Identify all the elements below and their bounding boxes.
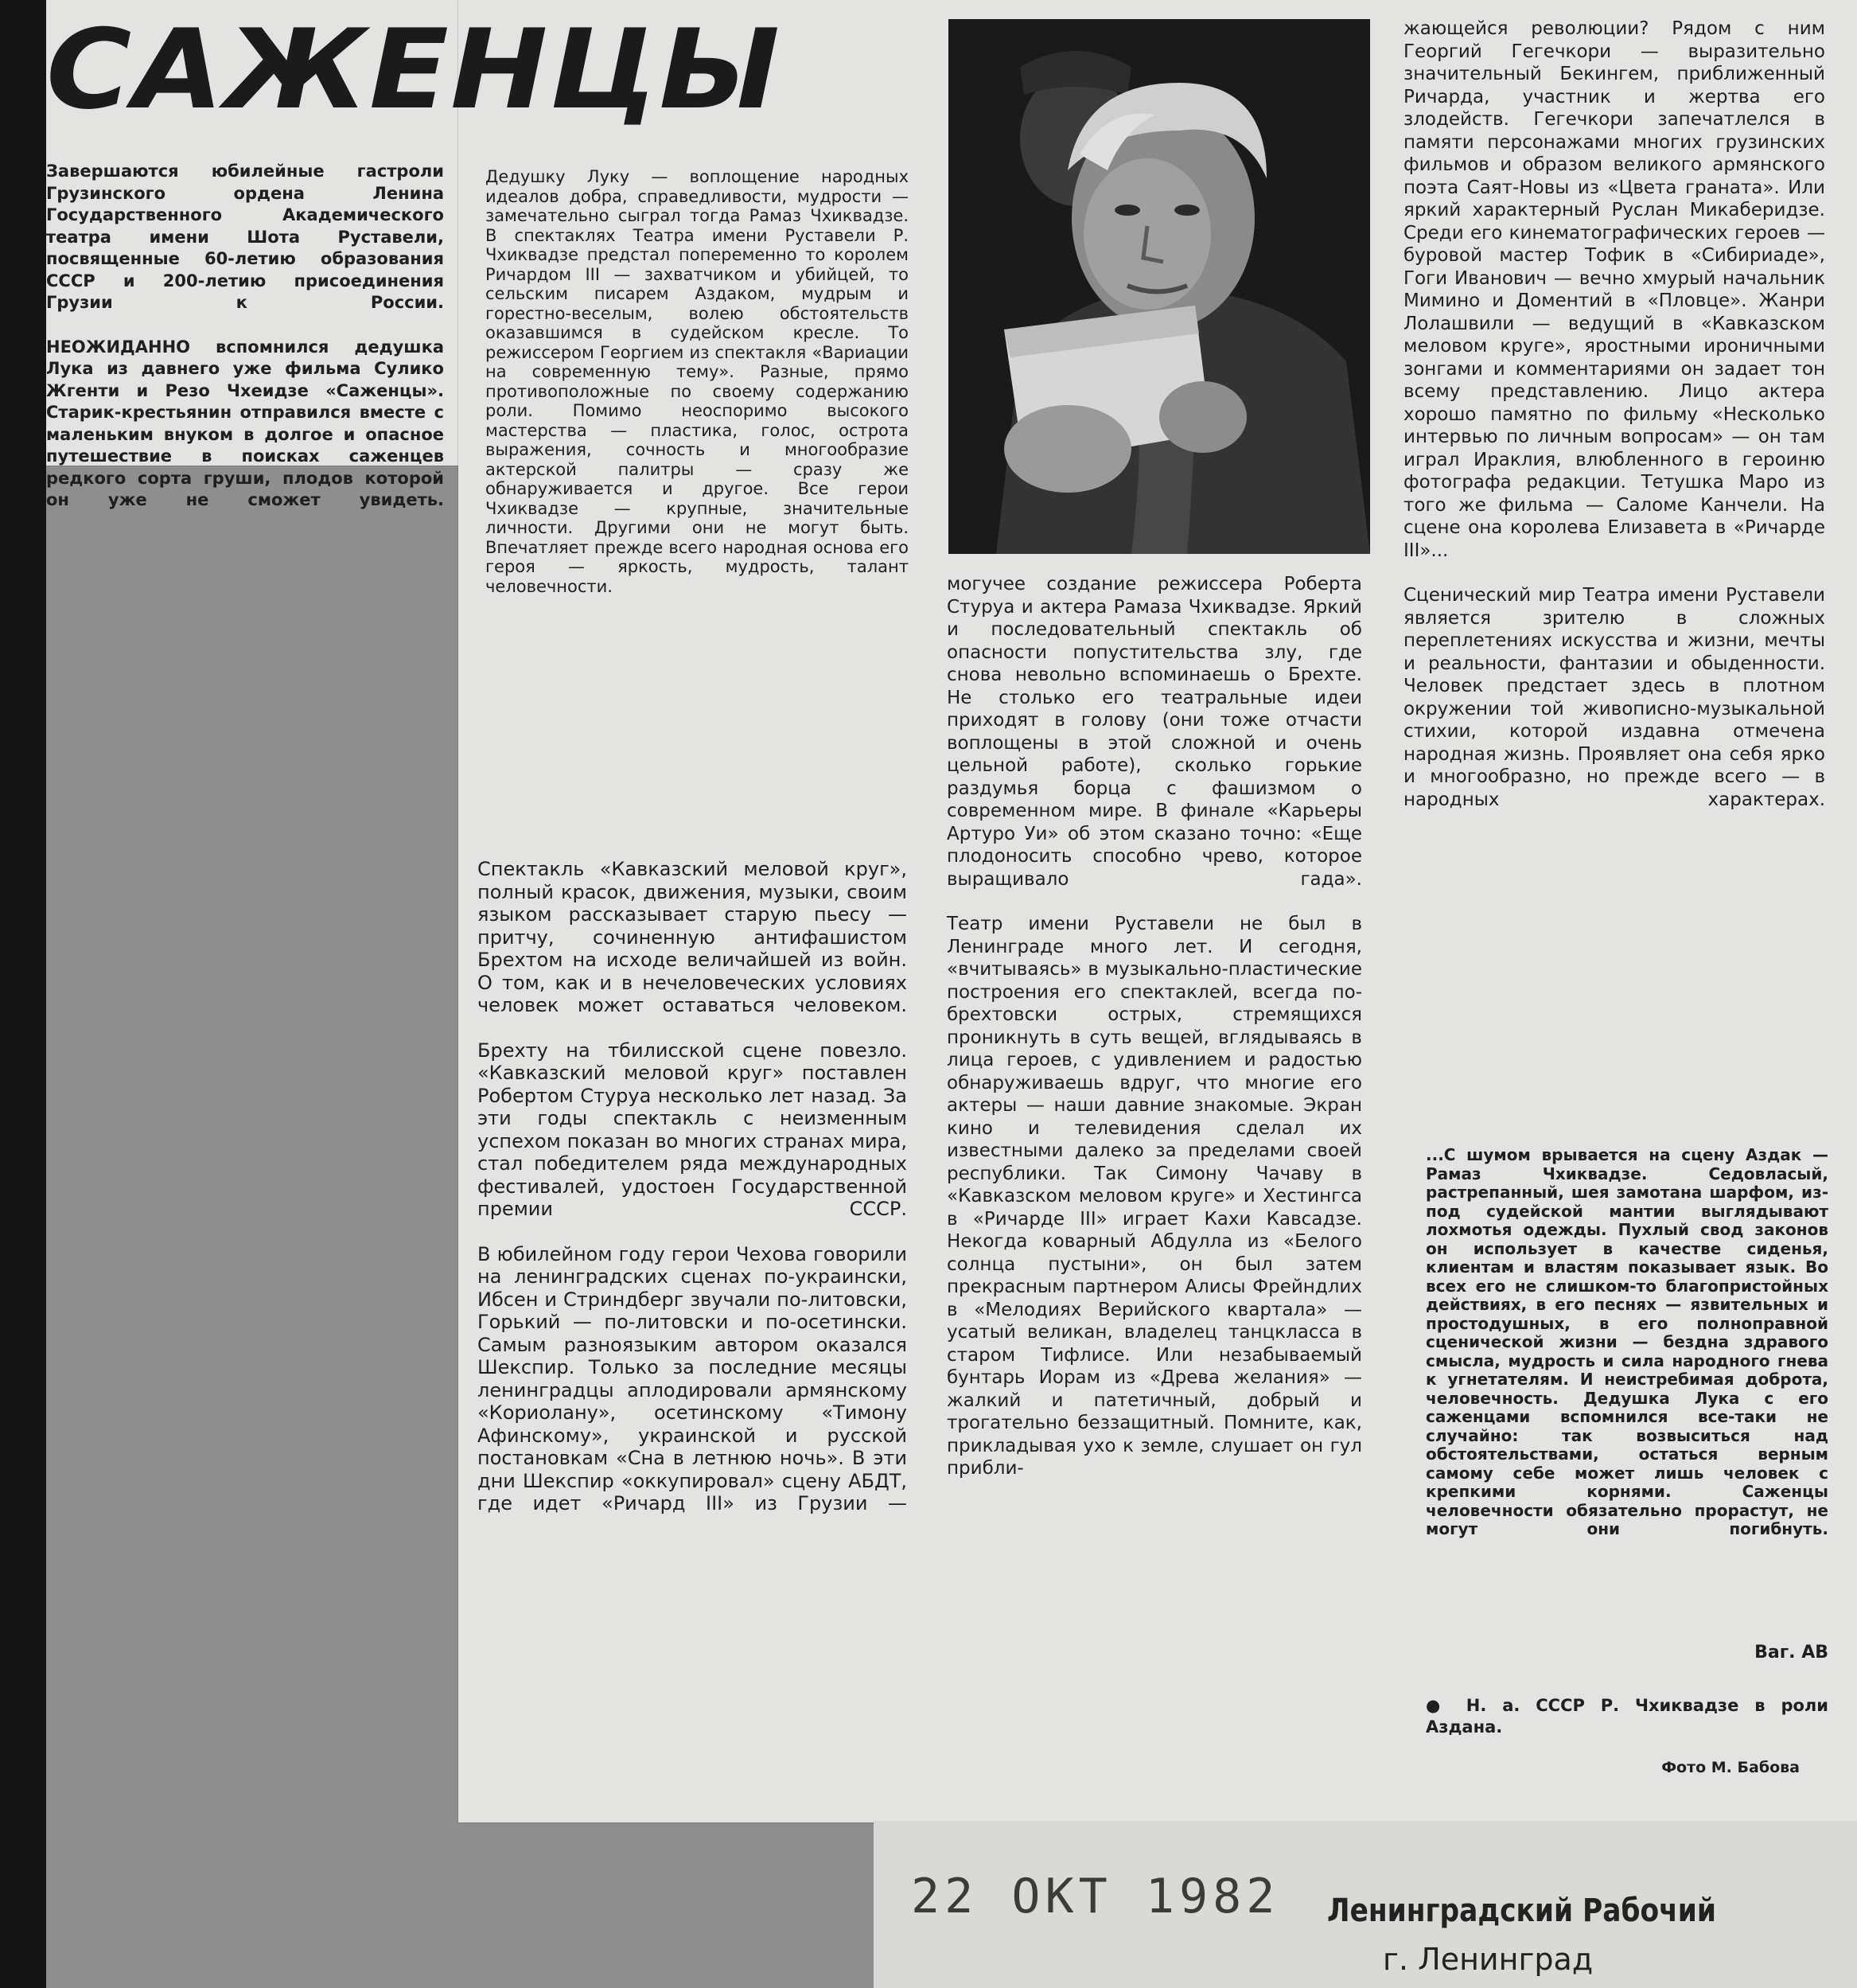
column-1-paragraph [46,337,444,512]
photo-credit: Фото М. Бабова [1661,1759,1800,1776]
stamp-date: 22 ОКТ 1982 [911,1869,1280,1924]
actor-photo-drawing [948,19,1370,554]
stamp-city: г. Ленинград [1383,1942,1594,1977]
binder-strip [0,0,46,1988]
column-2-top [485,167,909,596]
article-headline: САЖЕНЦЫ [46,6,782,134]
column-4 [1403,18,1825,811]
stamp-newspaper-name: Ленинградский Рабочий [1327,1892,1716,1929]
paragraph: Театр имени Руставели не был в Ленинграде много лет. И сегодня, «вчитываясь» в музыкально-пластические построения его спектаклей, всегда по-брехтовски острых, стремящихся проникнуть в суть вещей, вглядываясь в лица героев, с удивлением и радостью обнаруживаешь вдруг, что многие его актеры — наши давние знакомые. Экран кино и телевидения сделал их известными далеко за пределами своей республики. Так Симону Чачаву в «Кавказском меловом круге» и Хестингса в «Ричарде III» играет Кахи Кавсадзе. Некогда коварный Абдулла из «Белого солнца пустыни», он был затем прекрасным партнером Алисы Фрейндлих в «Мелодиях Верийского квартала» — усатый великан, владелец танцкласса в старом Тифлисе. Или незабываемый бунтарь Иорам из «Древа желания» — жалкий и патетичный, добрый и трогательно беззащитный. Помните, как, прикладывая ухо к земле, слушает он гул прибли- [947,914,1362,1479]
paragraph: Дедушку Луку — воплощение народных идеалов добра, справедливости, мудрости — замечательно сыграл тогда Рамаз Чхиквадзе. В спектаклях Театра имени Руставели Р. Чхиквадзе предстал попеременно то королем Ричардом III — захватчиком и убийцей, то сельским писарем Аздаком, мудрым и горестно-веселым, волею обстоятельств оказавшимся в судейском кресле. То режиссером Георгием из спектакля «Вариации на современную тему». Разные, прямо противоположные по своему содержанию роли. Помимо неоспоримо высокого мастерства — пластика, голос, острота выражения, сочность и многообразие актерской палитры — сразу же обнаруживается и другое. Все герои Чхиквадзе — крупные, значительные личности. Другими они не могут быть. Впечатляет прежде всего народная основа его героя — яркость, мудрость, талант человечности. [485,167,909,596]
paragraph: Брехту на тбилисской сцене повезло. «Кавказский меловой круг» поставлен Робертом Стуруа несколько лет назад. За эти годы спектакль с неизменным успехом показан во многих странах мира, стал победителем ряда международных фестивалей, удостоен Государственной премии СССР. [477,1039,907,1220]
paragraph: жающейся революции? Рядом с ним Георгий Гегечкори — выразительно значительный Бекингем, приближенный Ричарда, участник и жертва его злодейств. Гегечкори запечатлелся в памяти персонажами многих грузинских фильмов и образом великого армянского поэта Саят-Новы из «Цвета граната». Или яркий характерный Руслан Микаберидзе. Среди его кинематографических героев — буровой мастер Тофик в «Сибириаде», Гоги Иванович — вечно хмурый начальник Мимино и Доментий в «Пловце». Жанри Лолашвили — ведущий в «Кавказском меловом круге», яростными ироничными зонгами и комментариями он задает тон всему представлению. Лицо актера хорошо памятно по фильму «Несколько интервью по личным вопросам» — он там играл Ираклия, влюбленного в героиню фотографа редакции. Тетушка Маро из того же фильма — Саломе Канчели. На сцене она королева Елизавета в «Ричарде III»... [1403,18,1825,561]
lead-kicker: НЕОЖИДАННО [46,337,191,357]
column-1-text: вспомнился дедушка Лука из давнего уже фильма Сулико Жгенти и Резо Чхеидзе «Саженцы». Старик-крестьянин отправился вместе с маленьким внуком в долгое и опасное путешествие в поисках саженцев редкого сорта груши, плодов которой он уже не сможет увидеть. [46,337,444,509]
column-3 [947,573,1362,1480]
paragraph: ...С шумом врывается на сцену Аздак — Рамаз Чхиквадзе. Седовласый, растрепанный, шея замотана шарфом, из-под судейской мантии выглядывают лохмотья одежды. Пухлый свод законов он использует в качестве сиденья, клиентам и властям показывает язык. Во всех его не слишком-то благопристойных действиях, в его песнях — язвительных и простодушных, в его полноправной сценической жизни — бездна здравого смысла, мудрость и сила народного гнева к угнетателям. И неистребимая доброта, человечность. Дедушка Лука с его саженцами вспомнился все-таки не случайно: так возвыситься над обстоятельствами, остаться верным самому себе может лишь человек с крепкими корнями. Саженцы человечности обязательно прорастут, не могут они погибнуть. [1426,1145,1828,1538]
paragraph: В юбилейном году герои Чехова говорили на ленинградских сценах по-украински, Ибсен и Стриндберг звучали по-литовски, Горький — по-литовски и по-осетински. Самым разноязыким автором оказался Шекспир. Только за последние месяцы ленинградцы аплодировали армянскому «Кориолану», осетинскому «Тимону Афинскому», украинской и русской постановкам «Сна в летнюю ночь». В эти дни Шекспир «оккупировал» сцену АБДТ, где идет «Ричард III» из Грузии — [477,1242,907,1514]
paragraph: Спектакль «Кавказский меловой круг», полный красок, движения, музыки, своим языком рассказывает старую пьесу — притчу, сочиненную антифашистом Брехтом на исходе величайшей из войн. О том, как и в нечеловеческих условиях человек может оставаться человеком. [477,858,907,1016]
paragraph: Сценический мир Театра имени Руставели является зрителю в сложных переплетениях искусства и жизни, мечты и реальности, фантазии и обыденности. Человек предстает здесь в плотном окружении той живописно-музыкальной стихии, которой издавна отмечена народная жизнь. Проявляет она себя ярко и многообразно, но прежде всего — в народных характерах. [1403,585,1825,810]
author-signature: Ваг. АВ [1754,1643,1828,1663]
actor-photo [948,19,1370,554]
photo-caption: ● Н. а. СССР Р. Чхиквадзе в роли Аздана. [1426,1696,1828,1737]
column-2-bottom [477,858,907,1515]
article-lead [46,161,444,512]
lead-paragraph: Завершаются юбилейные гастроли Грузинского ордена Ленина Государственного Академического театра имени Шота Руставели, посвященные 60-летию образования СССР и 200-летию присоединения Грузии к России. [46,162,444,312]
paragraph: могучее создание режиссера Роберта Стуруа и актера Рамаза Чхиквадзе. Яркий и последовательный спектакль об опасности попустительства злу, где снова невольно вспоминаешь о Брехте. Не столько его театральные идеи приходят в голову (они тоже отчасти воплощены в этой сложной и очень цельной работе), сколько горькие раздумья борца с фашизмом о современном мире. В финале «Карьеры Артуро Уи» об этом сказано точно: «Еще плодоносить способно чрево, которое выращивало гада». [947,574,1362,890]
column-4-bold-passage [1426,1146,1828,1539]
